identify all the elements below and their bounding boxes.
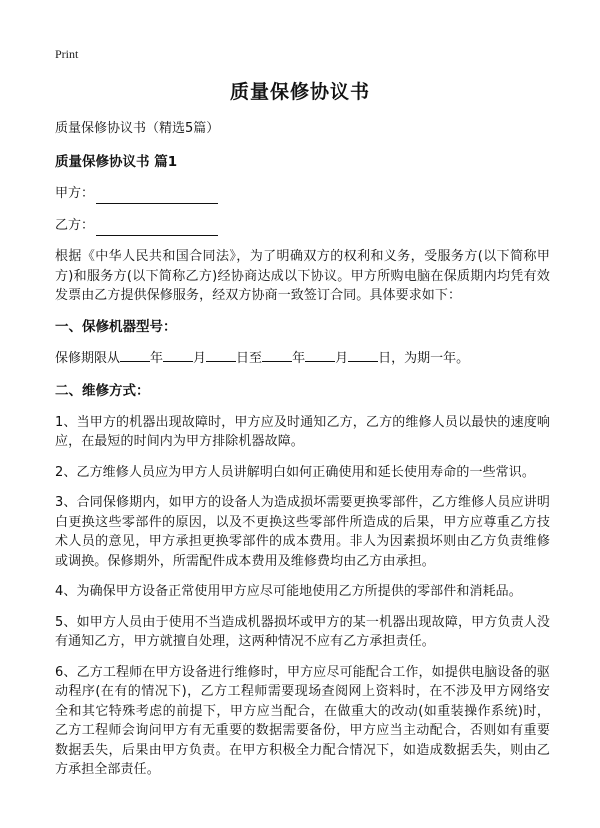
section-1-heading: 一、保修机器型号：	[55, 318, 177, 335]
period-prefix: 保修期限从	[55, 350, 121, 366]
list-item: 6、乙方工程师在甲方设备进行维修时，甲方应尽可能配合工作，如提供电脑设备的驱动程序(在有的情况下)，乙方工程师需要现场查阅网上资料时，在不涉及甲方网络安全和其它特殊考虑的前提下，甲方应当配合，在做重大的改动(如重装操作系统)时，乙方工程师会询问甲方有无重要的数据需要备份，甲方应当主动配合，否则如有重要数据丢失，后果由甲方负责。在甲方积极全力配合情况下，如造成数据丢失，则由乙方承担全部责任。	[55, 664, 550, 777]
party-b-label: 乙方：	[55, 218, 95, 233]
start-day-blank	[206, 349, 236, 362]
print-link[interactable]: Print	[55, 47, 79, 61]
document-body	[55, 119, 550, 780]
start-month-blank	[163, 349, 193, 362]
list-item: 5、如甲方人员由于使用不当造成机器损坏或甲方的某一机器出现故障，甲方负责人没有通知乙方，甲方就擅自处理，这两种情况不应有乙方承担责任。	[55, 614, 550, 649]
section-2-heading: 二、维修方式：	[55, 382, 150, 399]
party-a-blank	[96, 189, 218, 204]
document-subtitle: 质量保修协议书（精选5篇）	[55, 121, 220, 136]
document-title: 质量保修协议书	[229, 81, 370, 103]
party-a-label: 甲方：	[55, 186, 95, 201]
end-year-blank	[262, 349, 292, 362]
list-item: 2、乙方维修人员应为甲方人员讲解明白如何正确使用和延长使用寿命的一些常识。	[55, 464, 535, 480]
warranty-period-line	[55, 349, 550, 369]
end-month-blank	[305, 349, 335, 362]
period-day-2: 日，为期一年。	[378, 350, 470, 366]
start-year-blank	[120, 349, 150, 362]
list-item: 1、当甲方的机器出现故障时，甲方应及时通知乙方，乙方的维修人员以最快的速度响应，在最短的时间内为甲方排除机器故障。	[55, 414, 550, 449]
period-year-2: 年	[292, 350, 306, 366]
list-item: 3、合同保修期内，如甲方的设备人为造成损坏需要更换零部件，乙方维修人员应讲明白更换这些零部件的原因，以及不更换这些零部件所造成的后果，甲方应尊重乙方技术人员的意见，甲方承担更换零部件的成本费用。非人为因素损坏则由乙方负责维修或调换。保修期外，所需配件成本费用及维修费均由乙方由承担。	[55, 495, 550, 569]
end-day-blank	[348, 349, 378, 362]
list-item: 4、为确保甲方设备正常使用甲方应尽可能地使用乙方所提供的零部件和消耗品。	[55, 584, 522, 599]
period-day-1: 日至	[236, 350, 263, 366]
party-b-line	[55, 216, 550, 236]
party-a-line	[55, 184, 550, 204]
period-month-1: 月	[193, 350, 207, 366]
intro-paragraph: 根据《中华人民共和国合同法》，为了明确双方的权利和义务，受服务方(以下简称甲方)和服务方(以下简称乙方)经协商达成以下协议。甲方所购电脑在保质期内均凭有效发票由乙方提供保修服务，经双方协商一致签订合同。具体要求如下：	[55, 249, 550, 303]
article-heading: 质量保修协议书 篇1	[55, 154, 178, 170]
period-year-1: 年	[150, 350, 164, 366]
period-month-2: 月	[335, 350, 349, 366]
party-b-blank	[96, 221, 218, 236]
